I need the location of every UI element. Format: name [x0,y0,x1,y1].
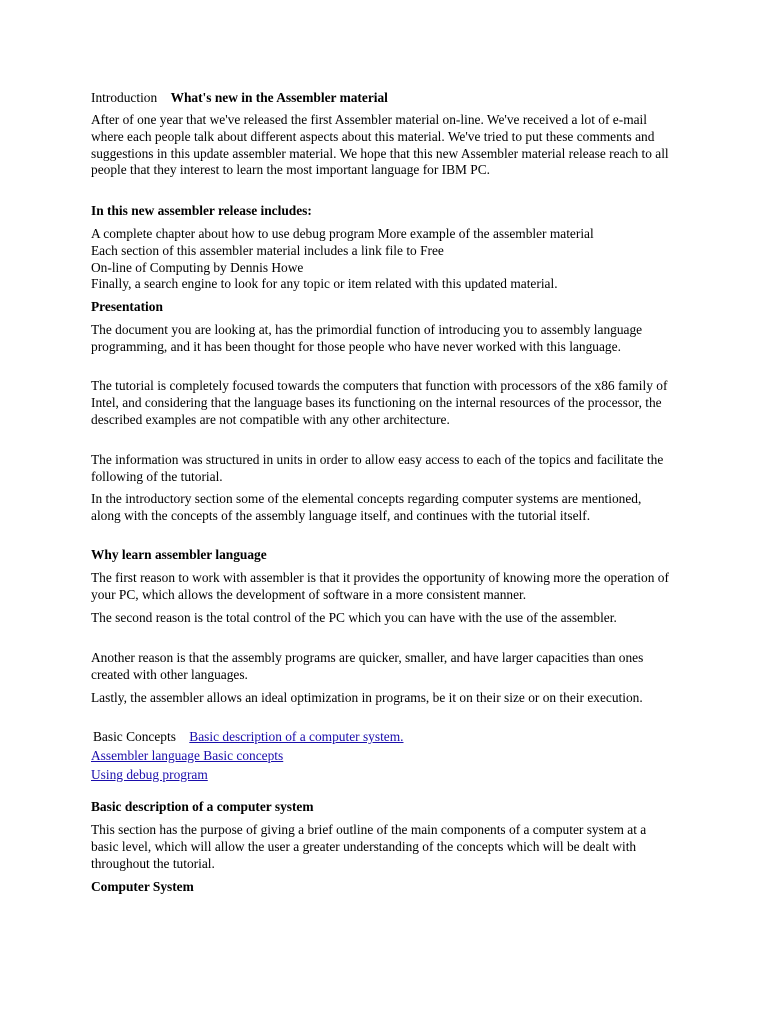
presentation-paragraph: The information was structured in units in order to allow easy access to each of the topics and facilitate the following of the tutorial. [91,452,664,484]
basic-description-link[interactable]: Basic description of a computer system. [189,729,404,744]
computer-system-heading: Computer System [91,879,194,894]
intro-line [91,90,671,107]
basic-concepts-line [91,729,671,746]
why-paragraph: The first reason to work with assembler is that it provides the opportunity of knowing more the operation of your PC, which allows the development of software in a more consistent manner. [91,570,669,602]
presentation-paragraph: The tutorial is completely focused towards the computers that function with processors of the x86 family of Intel, and considering that the language bases its functioning on the internal resources of the processor, the described examples are not compatible with any other architecture. [91,378,668,427]
presentation-paragraph: In the introductory section some of the elemental concepts regarding computer systems are mentioned, along with the concepts of the assembly language itself, and continues with the tutorial itself. [91,491,642,523]
using-debug-line [91,767,671,784]
why-paragraph: Lastly, the assembler allows an ideal optimization in programs, be it on their size or on their execution. [91,690,643,705]
release-item: Each section of this assembler material includes a link file to Free [91,242,444,258]
why-heading: Why learn assembler language [91,547,267,562]
release-item: Finally, a search engine to look for any topic or item related with this updated material. [91,276,558,292]
intro-label: Introduction [91,90,158,105]
release-item: A complete chapter about how to use debug program More example of the assembler material [91,226,594,241]
presentation-heading: Presentation [91,299,163,314]
intro-paragraph: After of one year that we've released the first Assembler material on-line. We've received a lot of e-mail where each people talk about different aspects about this material. We've tried to put these comments and suggestions in this update assembler material. We hope that this new Assembler material release reach to all people that they interest to learn the most important language for IBM PC. [91,112,669,178]
assembler-basic-concepts-link[interactable]: Assembler language Basic concepts [91,748,284,763]
release-heading: In this new assembler release includes: [91,203,312,218]
intro-title: What's new in the Assembler material [170,90,388,105]
basic-description-heading: Basic description of a computer system [91,799,314,814]
basic-concepts-label: Basic Concepts [93,729,176,744]
release-item: On-line of Computing by Dennis Howe [91,259,304,275]
basic-description-paragraph: This section has the purpose of giving a brief outline of the main components of a computer system at a basic level, which will allow the user a greater understanding of the concepts which will be dealt with throughout the tutorial. [91,822,647,871]
release-list [91,226,671,293]
why-paragraph: The second reason is the total control of the PC which you can have with the use of the assembler. [91,610,617,625]
presentation-paragraph: The document you are looking at, has the primordial function of introducing you to assembly language programming, and it has been thought for those people who have never worked with this language. [91,322,643,354]
assembler-basic-line [91,748,671,765]
using-debug-link[interactable]: Using debug program [91,767,208,782]
why-paragraph: Another reason is that the assembly programs are quicker, smaller, and have larger capacities than ones created with other languages. [91,650,644,682]
